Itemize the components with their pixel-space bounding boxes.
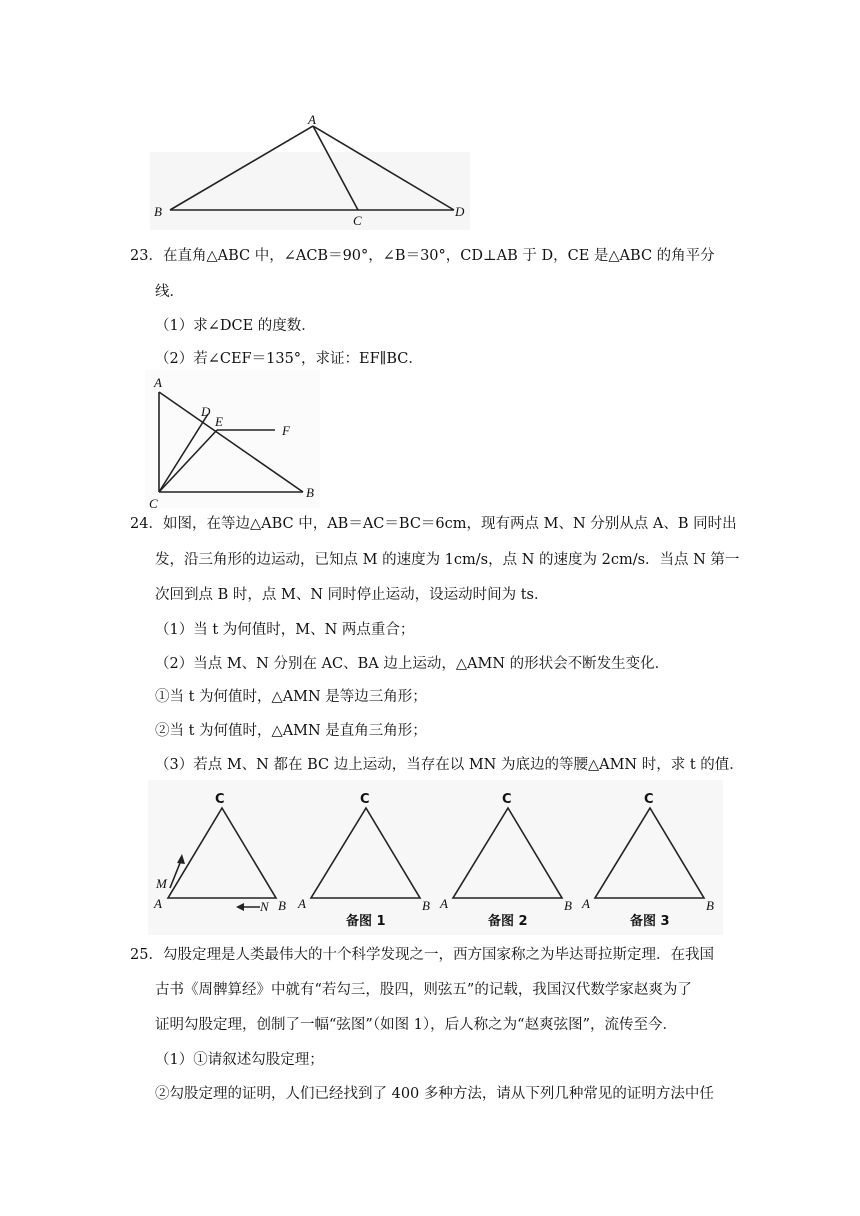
label-a-23: A bbox=[154, 375, 162, 390]
label-b-1: B bbox=[422, 898, 430, 913]
q23-text-line2: 线． bbox=[155, 284, 184, 300]
q23-line1 bbox=[130, 246, 715, 266]
label-b-main: B bbox=[278, 898, 286, 913]
label-d: D bbox=[455, 204, 465, 219]
q25-number: 25． bbox=[130, 947, 163, 963]
q23-part2: （2）若∠CEF＝135°，求证：EF∥BC． bbox=[155, 351, 423, 367]
label-a-1: A bbox=[298, 896, 306, 911]
figure-q22 bbox=[150, 112, 480, 232]
q25-part2: ②勾股定理的证明，人们已经找到了 400 多种方法，请从下列几种常见的证明方法中任 bbox=[155, 1086, 714, 1102]
label-a-2: A bbox=[440, 896, 448, 911]
figure-q23 bbox=[145, 370, 325, 510]
q23-number: 23． bbox=[130, 248, 163, 264]
label-c-2: C bbox=[502, 792, 512, 807]
label-b-23: B bbox=[306, 485, 314, 500]
q25-text-line1: 勾股定理是人类最伟大的十个科学发现之一，西方国家称之为毕达哥拉斯定理．在我国 bbox=[162, 947, 714, 963]
label-e-23: E bbox=[215, 414, 223, 429]
q23-text-line1: 在直角△ABC 中，∠ACB＝90°，∠B＝30°，CD⊥AB 于 D，CE 是△ABC 的角平分 bbox=[162, 248, 715, 264]
label-b: B bbox=[154, 204, 162, 219]
label-c: C bbox=[353, 213, 362, 228]
q24-number: 24． bbox=[130, 516, 163, 532]
q24-line1 bbox=[130, 514, 737, 534]
label-m-main: M bbox=[156, 876, 167, 891]
label-c-23: C bbox=[149, 496, 158, 511]
label-a-3: A bbox=[582, 896, 590, 911]
q24-part1: （1）当 t 为何值时，M、N 两点重合； bbox=[155, 622, 415, 638]
figure-q24-svg bbox=[148, 780, 728, 940]
q25-line1 bbox=[130, 945, 714, 965]
figure-q22-svg bbox=[150, 112, 480, 232]
q24-text-line3: 次回到点 B 时，点 M、N 同时停止运动，设运动时间为 ts． bbox=[155, 587, 549, 603]
label-f-23: F bbox=[282, 423, 290, 438]
q24-part3: （3）若点 M、N 都在 BC 边上运动，当存在以 MN 为底边的等腰△AMN 时，求 t 的值． bbox=[155, 757, 744, 773]
label-c-3: C bbox=[644, 792, 654, 807]
label-b-2: B bbox=[564, 898, 572, 913]
label-c-main: C bbox=[215, 792, 225, 807]
q24-text-line1: 如图，在等边△ABC 中，AB＝AC＝BC＝6cm，现有两点 M、N 分别从点 A、B 同时出 bbox=[162, 516, 737, 532]
q24-text-line2: 发，沿三角形的边运动，已知点 M 的速度为 1cm/s，点 N 的速度为 2cm/s．当点 N 第一 bbox=[155, 552, 740, 568]
label-n-main: N bbox=[260, 899, 269, 914]
q25-text-line3: 证明勾股定理，创制了一幅“弦图”（如图 1），后人称之为“赵爽弦图”，流传至今． bbox=[155, 1017, 677, 1033]
label-c-1: C bbox=[360, 792, 370, 807]
label-b-3: B bbox=[706, 898, 714, 913]
q24-part2b: ②当 t 为何值时，△AMN 是直角三角形； bbox=[155, 723, 427, 739]
q25-text-line2: 古书《周髀算经》中就有“若勾三，股四，则弦五”的记载，我国汉代数学家赵爽为了 bbox=[155, 982, 692, 998]
q24-part2: （2）当点 M、N 分别在 AC、BA 边上运动，△AMN 的形状会不断发生变化． bbox=[155, 656, 670, 672]
figure-q23-bg bbox=[145, 370, 320, 508]
label-d-23: D bbox=[201, 404, 211, 419]
q23-part1: （1）求∠DCE 的度数． bbox=[155, 318, 316, 334]
caption-spare-2: 备图 2 bbox=[488, 914, 528, 929]
caption-spare-1: 备图 1 bbox=[346, 914, 386, 929]
label-a-main: A bbox=[154, 896, 162, 911]
q24-part2a: ①当 t 为何值时，△AMN 是等边三角形； bbox=[155, 689, 427, 705]
figure-q23-svg bbox=[145, 370, 325, 510]
figure-q24-bg bbox=[148, 780, 723, 935]
label-a: A bbox=[308, 112, 316, 127]
caption-spare-3: 备图 3 bbox=[630, 914, 670, 929]
figure-q24 bbox=[148, 780, 728, 940]
q25-part1: （1）①请叙述勾股定理； bbox=[155, 1052, 324, 1068]
